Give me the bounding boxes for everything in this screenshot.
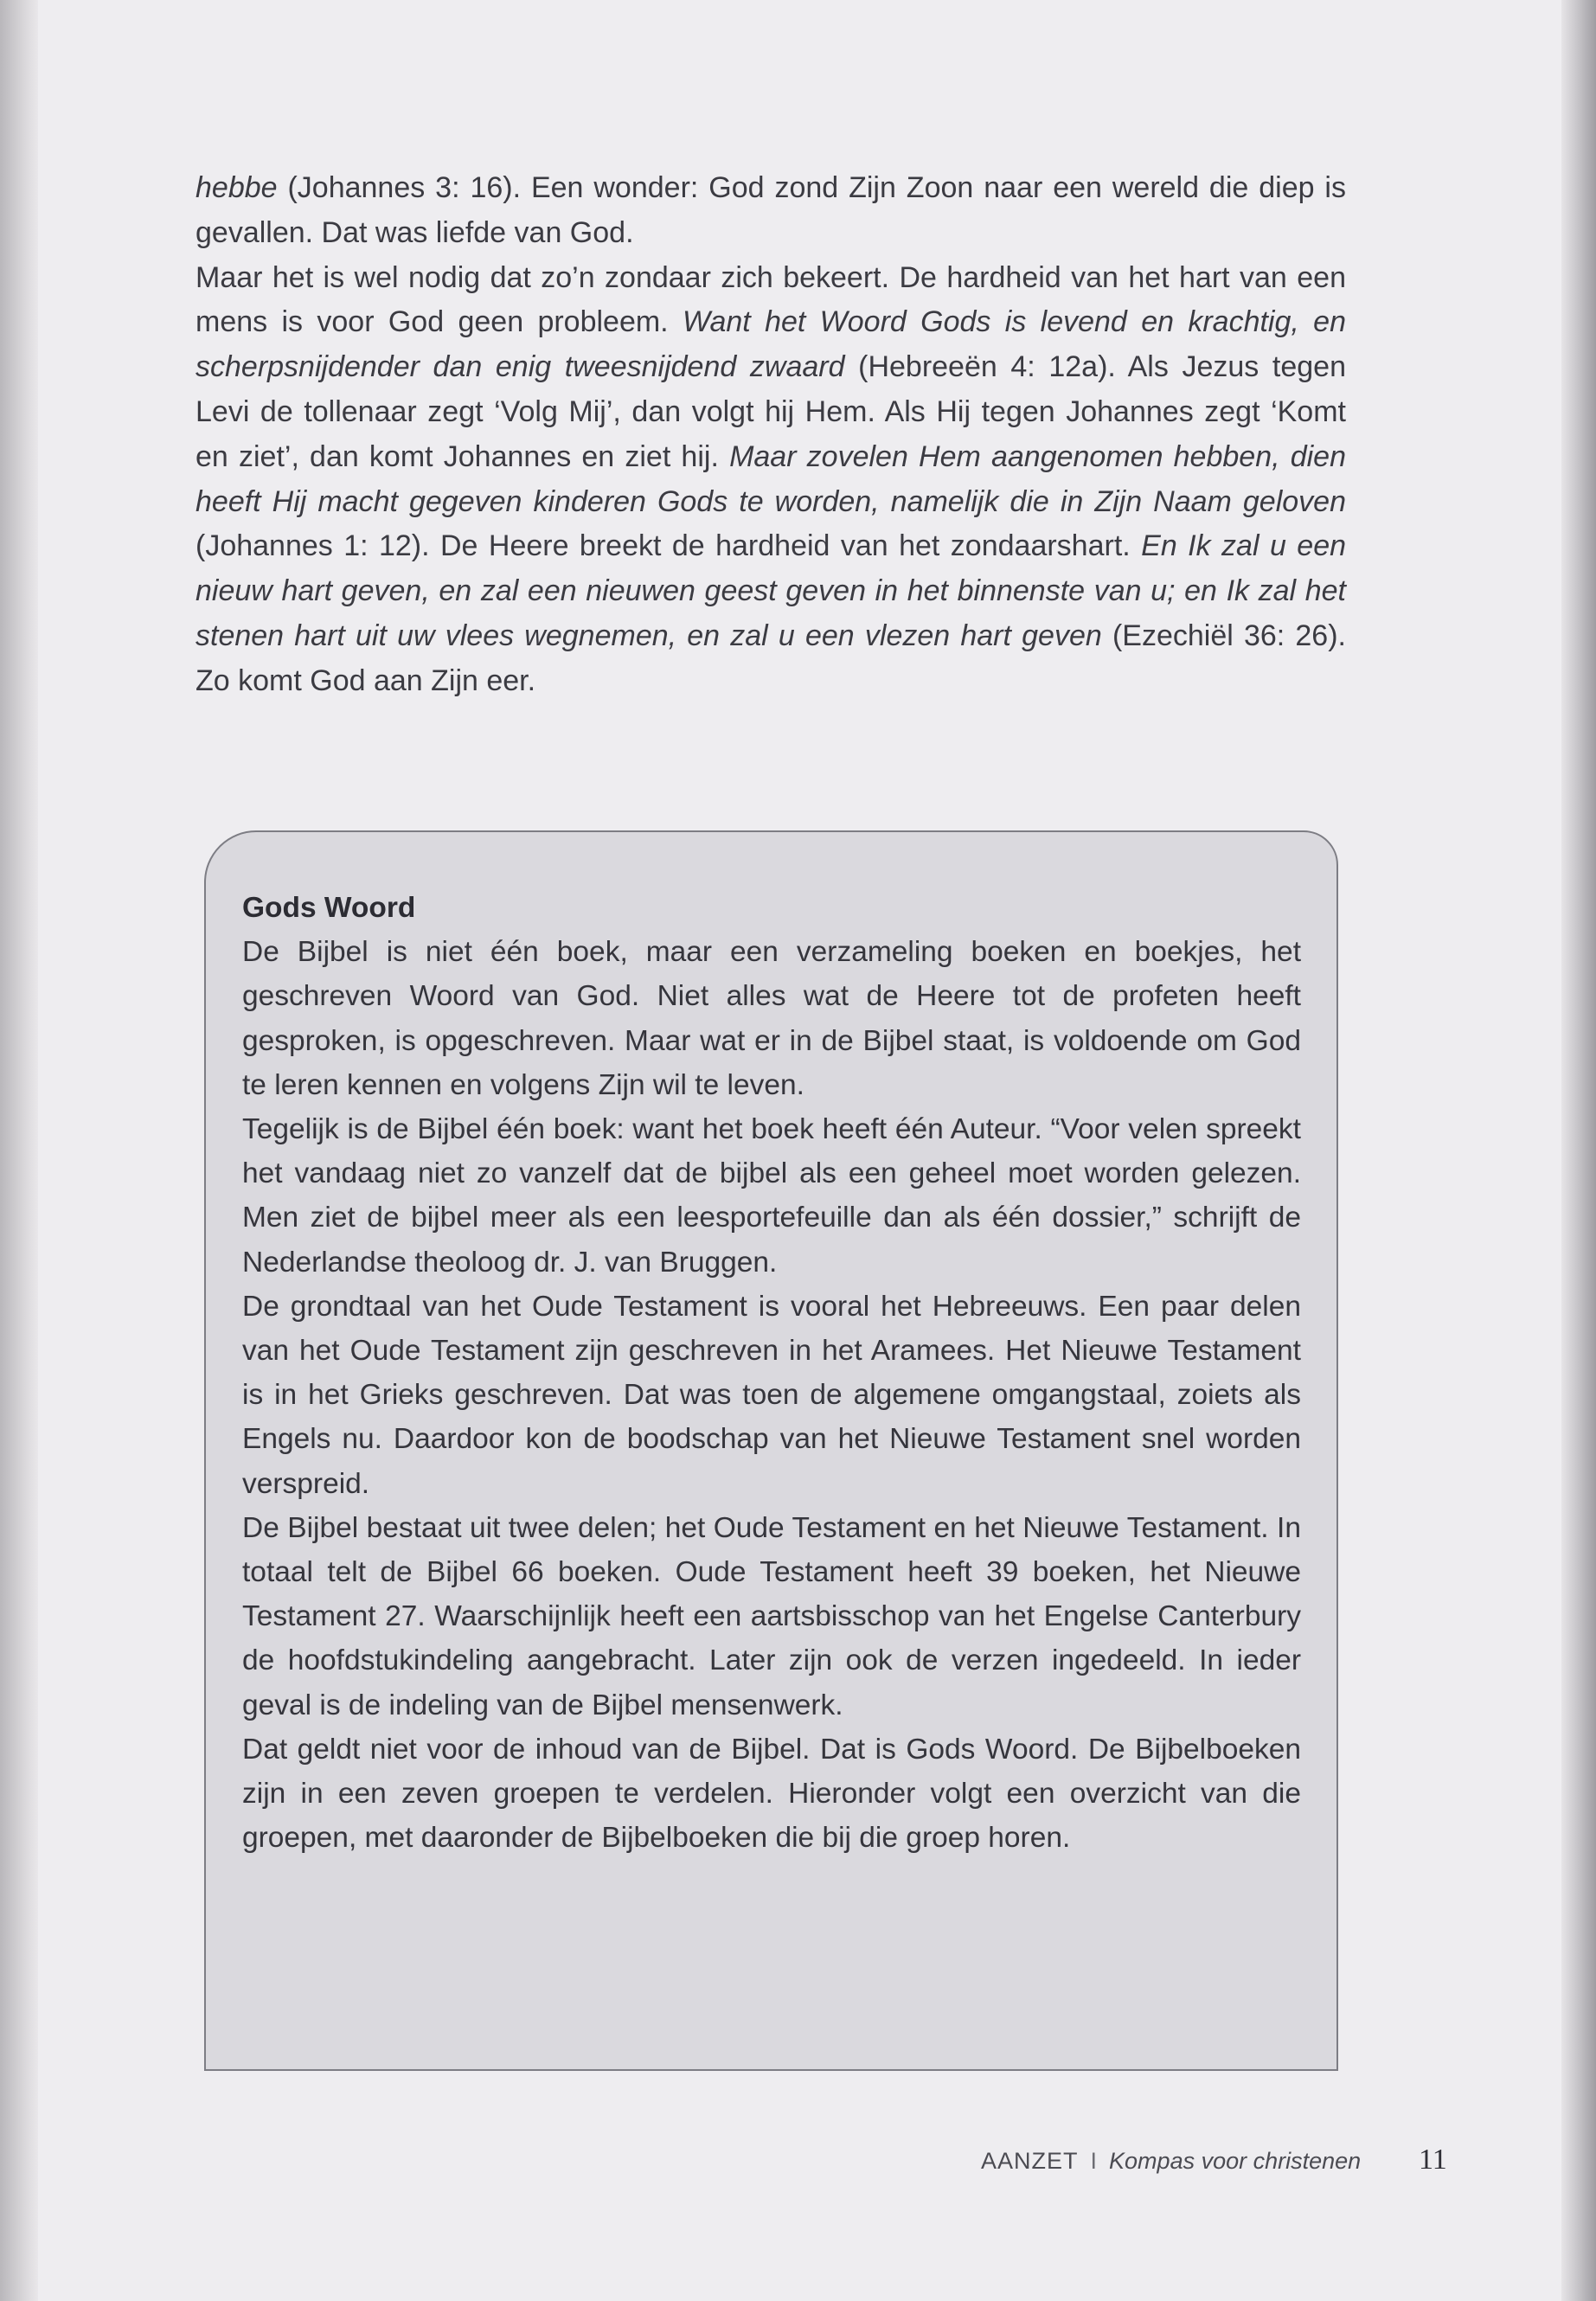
page-gutter-shadow: [0, 0, 38, 2301]
book-page: [38, 0, 1561, 2301]
info-box-paragraph: De grondtaal van het Oude Testament is vooral het Hebreeuws. Een paar delen van het Oude Testament zijn geschreven in het Aramees. Het Nieuwe Testament is in het Grieks geschreven. Dat was toen de algemene omgangstaal, zoiets als Engels nu. Daardoor kon de boodschap van het Nieuwe Testament snel worden verspreid.: [242, 1290, 1301, 1500]
scripture-quote: hebbe: [195, 171, 278, 204]
info-box-paragraph: Dat geldt niet voor de inhoud van de Bijbel. Dat is Gods Woord. De Bijbelboeken zijn in een zeven groepen te verdelen. Hieronder volgt een overzicht van die groepen, met daaronder de Bijbelboeken die bij die groep horen.: [242, 1733, 1301, 1855]
intro-text-run: (Johannes 1: 12). De Heere breekt de hardheid van het zondaarshart.: [195, 529, 1142, 563]
footer-divider: I: [1090, 2148, 1098, 2174]
intro-text-run: (Hebreeën 4: 12a). Als Jezus tegen Levi de tollenaar zegt ‘Volg Mij’, dan volgt hij Hem. Als Hij tegen Johannes zegt ‘Komt en ziet’, dan komt Johannes en ziet hij.: [195, 350, 1346, 473]
info-box-paragraph: Tegelijk is de Bijbel één boek: want het boek heeft één Auteur. “Voor velen spreekt het vandaag niet zo vanzelf dat de bijbel als een geheel moet worden gelezen. Men ziet de bijbel meer als een leesportefeuille dan als één dossier,” schrijft de Nederlandse theoloog dr. J. van Bruggen.: [242, 1113, 1301, 1279]
intro-paragraph: [195, 166, 1346, 256]
page-edge-shadow: [1561, 0, 1596, 2301]
scripture-quote: Maar zovelen Hem aangenomen hebben, dien heeft Hij macht gegeven kinderen Gods te worden, namelijk die in Zijn Naam geloven: [195, 439, 1346, 518]
series-name: AANZET: [981, 2148, 1079, 2174]
book-title: Kompas voor christenen: [1109, 2148, 1362, 2174]
scripture-quote: En Ik zal u een nieuw hart geven, en zal een nieuwen geest geven in het binnenste van u; en Ik zal het stenen hart uit uw vlees wegnemen, en zal u een vlezen hart geven: [195, 529, 1347, 652]
intro-text-run: (Johannes 3: 16). Een wonder: God zond Zijn Zoon naar een wereld die diep is gevallen. Dat was liefde van God.: [195, 171, 1346, 249]
info-box-paragraph: De Bijbel is niet één boek, maar een verzameling boeken en boekjes, het geschreven Woord van God. Niet alles wat de Heere tot de profeten heeft gesproken, is opgeschreven. Maar wat er in de Bijbel staat, is voldoende om God te leren kennen en volgens Zijn wil te leven.: [242, 936, 1301, 1101]
info-box: [204, 830, 1338, 2071]
intro-text: [195, 166, 1346, 704]
page-number: 11: [1419, 2144, 1447, 2176]
info-box-title: Gods Woord: [242, 892, 416, 924]
page-footer: [981, 2148, 1457, 2175]
info-box-content: [242, 886, 1301, 1860]
info-box-paragraph: De Bijbel bestaat uit twee delen; het Oude Testament en het Nieuwe Testament. In totaal telt de Bijbel 66 boeken. Oude Testament heeft 39 boeken, het Nieuwe Testament 27. Waarschijnlijk heeft een aartsbisschop van het Engelse Canterbury de hoofdstukindeling aangebracht. Later zijn ook de verzen ingedeeld. In ieder geval is de indeling van de Bijbel mensenwerk.: [242, 1511, 1301, 1721]
intro-paragraph: [195, 256, 1346, 704]
intro-text-run: (Ezechiël 36: 26). Zo komt God aan Zijn eer.: [195, 619, 1346, 697]
scripture-quote: Want het Woord Gods is levend en krachtig, en scherpsnijdender dan enig tweesnijdend zwaard: [195, 305, 1347, 384]
intro-text-run: Maar het is wel nodig dat zo’n zondaar zich bekeert. De hardheid van het hart van een mens is voor God geen probleem.: [195, 260, 1346, 339]
